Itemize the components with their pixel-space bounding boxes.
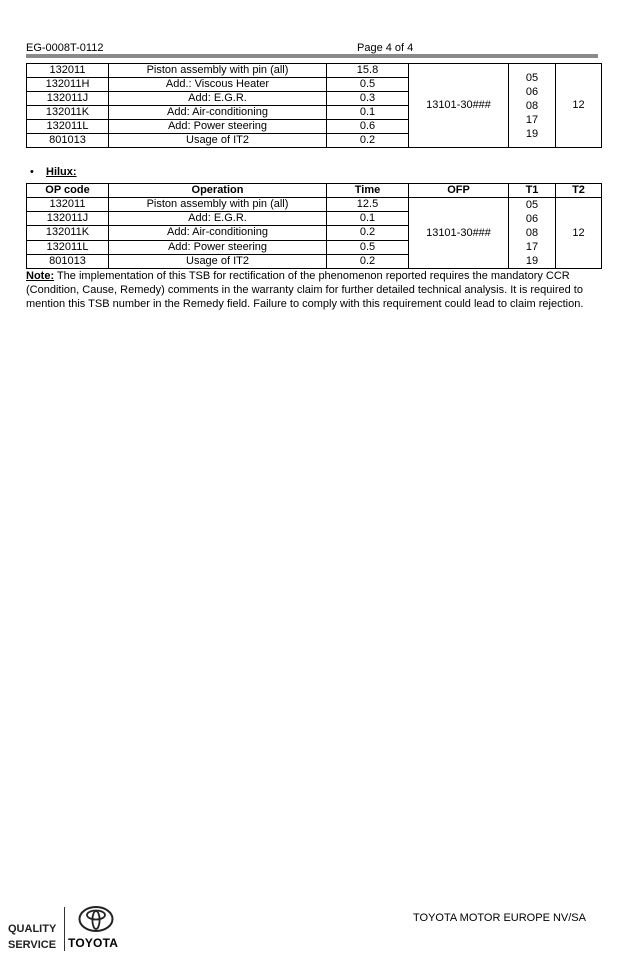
op-code: 132011	[27, 198, 109, 212]
time: 0.3	[327, 92, 409, 106]
operation: Add: Power steering	[109, 120, 327, 134]
page-number: Page 4 of 4	[357, 42, 414, 54]
t1-code: 05	[525, 71, 539, 84]
operation: Add: Air-conditioning	[109, 106, 327, 120]
op-code: 132011H	[27, 78, 109, 92]
op-code: 132011J	[27, 212, 109, 226]
col-header-operation: Operation	[109, 184, 327, 198]
operation: Usage of IT2	[109, 254, 327, 268]
quality-service-logo	[8, 905, 128, 955]
operation: Usage of IT2	[109, 134, 327, 148]
op-code: 801013	[27, 254, 109, 268]
ofp-cell: 13101-30###	[409, 64, 509, 148]
logo-divider	[64, 907, 65, 951]
warranty-note	[26, 269, 598, 311]
col-header-op-code: OP code	[27, 184, 109, 198]
col-header-ofp: OFP	[409, 184, 509, 198]
ofp-cell: 13101-30###	[409, 198, 509, 269]
operation: Add: Power steering	[109, 240, 327, 254]
t1-code: 19	[525, 255, 539, 267]
time: 0.1	[327, 212, 409, 226]
document-id: EG-0008T-0112	[26, 42, 104, 54]
labour-table-hilux	[26, 183, 602, 269]
operation: Add: E.G.R.	[109, 92, 327, 106]
t2-cell: 12	[556, 198, 602, 269]
t2-cell: 12	[556, 64, 602, 148]
t1-code: 05	[525, 199, 539, 211]
time: 0.1	[327, 106, 409, 120]
bullet: •	[30, 166, 34, 178]
time: 0.2	[327, 254, 409, 268]
note-text: The implementation of this TSB for rectification of the phenomenon reported requires the mandatory CCR (Condition, Cause, Remedy) comments in the warranty claim for further detailed technical analysis. It is required to mention this TSB number in the Remedy field. Failure to comply with this requirement could lead to claim rejection.	[26, 270, 584, 310]
toyota-emblem-icon	[78, 905, 114, 933]
service-label: SERVICE	[8, 939, 57, 951]
quality-service-text	[8, 921, 56, 953]
col-header-t2: T2	[556, 184, 602, 198]
op-code: 132011K	[27, 226, 109, 240]
operation: Add.: Viscous Heater	[109, 78, 327, 92]
op-code: 132011	[27, 64, 109, 78]
op-code: 801013	[27, 134, 109, 148]
t1-cell	[509, 198, 556, 269]
quality-label: QUALITY	[8, 923, 57, 935]
time: 12.5	[327, 198, 409, 212]
operation: Piston assembly with pin (all)	[109, 198, 327, 212]
op-code: 132011L	[27, 240, 109, 254]
operation: Add: E.G.R.	[109, 212, 327, 226]
op-code: 132011K	[27, 106, 109, 120]
t1-code: 17	[525, 113, 539, 126]
header-rule	[26, 54, 598, 58]
col-header-t1: T1	[509, 184, 556, 198]
time: 0.6	[327, 120, 409, 134]
t1-cell	[509, 64, 556, 148]
model-heading	[30, 166, 77, 178]
table-header-row	[27, 184, 602, 198]
t1-code: 08	[525, 99, 539, 112]
t1-code: 17	[525, 241, 539, 253]
time: 15.8	[327, 64, 409, 78]
time: 0.5	[327, 78, 409, 92]
table-row	[27, 64, 602, 78]
col-header-time: Time	[327, 184, 409, 198]
brand-name: TOYOTA	[68, 936, 119, 950]
time: 0.2	[327, 134, 409, 148]
operation: Add: Air-conditioning	[109, 226, 327, 240]
time: 0.2	[327, 226, 409, 240]
company-name: TOYOTA MOTOR EUROPE NV/SA	[413, 912, 586, 924]
t1-code: 06	[525, 85, 539, 98]
note-label: Note:	[26, 270, 55, 282]
operation: Piston assembly with pin (all)	[109, 64, 327, 78]
labour-table-1	[26, 63, 602, 148]
op-code: 132011J	[27, 92, 109, 106]
t1-code: 08	[525, 227, 539, 239]
t1-code: 19	[525, 127, 539, 140]
table-row	[27, 198, 602, 212]
model-label: Hilux:	[46, 166, 77, 178]
time: 0.5	[327, 240, 409, 254]
t1-code: 06	[525, 213, 539, 225]
op-code: 132011L	[27, 120, 109, 134]
